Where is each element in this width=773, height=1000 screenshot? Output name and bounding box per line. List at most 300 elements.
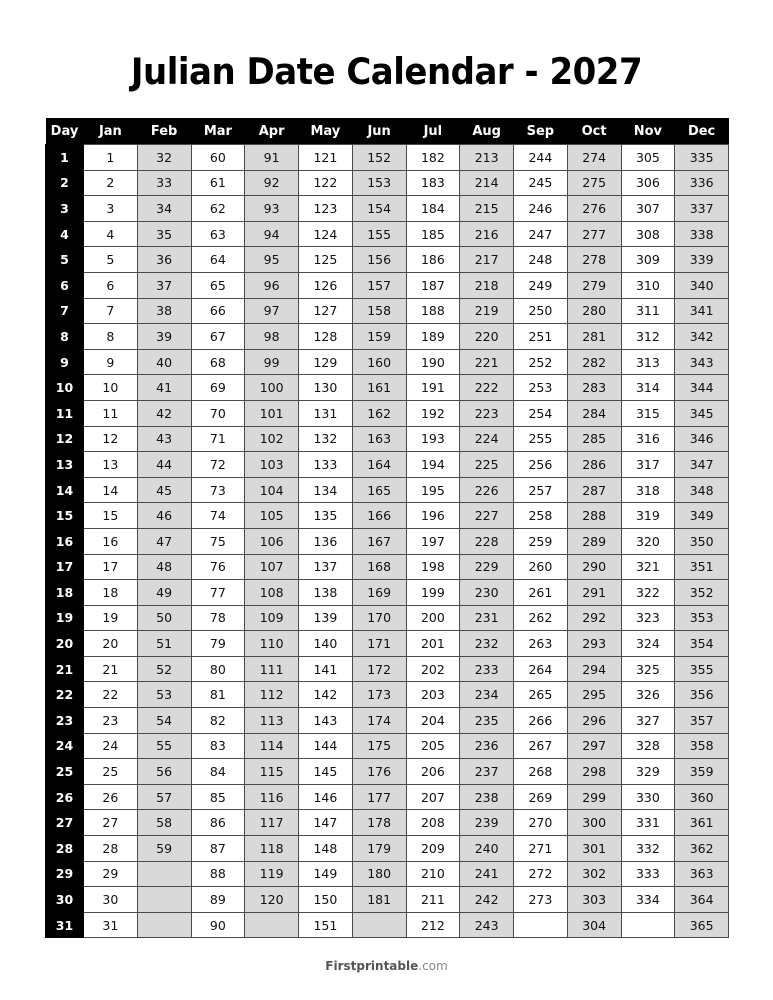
julian-date-cell: 194 [406, 452, 460, 478]
julian-date-cell: 145 [299, 759, 353, 785]
table-row [46, 733, 729, 759]
julian-date-cell: 228 [460, 528, 514, 554]
table-row [46, 452, 729, 478]
julian-date-cell: 91 [245, 145, 299, 171]
julian-date-cell: 111 [245, 656, 299, 682]
julian-date-cell: 147 [299, 810, 353, 836]
julian-date-cell: 100 [245, 375, 299, 401]
julian-date-cell: 344 [675, 375, 729, 401]
julian-date-cell: 202 [406, 656, 460, 682]
julian-date-cell: 96 [245, 272, 299, 298]
julian-date-cell: 318 [621, 477, 675, 503]
julian-date-cell: 332 [621, 836, 675, 862]
julian-date-cell: 248 [514, 247, 568, 273]
julian-date-cell: 123 [299, 196, 353, 222]
empty-cell [352, 912, 406, 938]
julian-date-cell: 99 [245, 349, 299, 375]
julian-date-cell: 59 [137, 836, 191, 862]
julian-date-cell: 208 [406, 810, 460, 836]
julian-date-cell: 363 [675, 861, 729, 887]
julian-date-cell: 361 [675, 810, 729, 836]
julian-date-cell: 198 [406, 554, 460, 580]
day-number-cell: 18 [46, 580, 84, 606]
day-number-cell: 22 [46, 682, 84, 708]
julian-date-cell: 258 [514, 503, 568, 529]
julian-date-cell: 79 [191, 631, 245, 657]
julian-date-cell: 253 [514, 375, 568, 401]
julian-date-cell: 297 [567, 733, 621, 759]
julian-date-cell: 211 [406, 887, 460, 913]
julian-date-cell: 354 [675, 631, 729, 657]
julian-date-cell: 239 [460, 810, 514, 836]
julian-date-cell: 286 [567, 452, 621, 478]
table-row [46, 708, 729, 734]
julian-date-cell: 205 [406, 733, 460, 759]
julian-date-cell: 181 [352, 887, 406, 913]
julian-date-cell: 187 [406, 272, 460, 298]
header-month: Feb [137, 118, 191, 145]
julian-date-cell: 322 [621, 580, 675, 606]
julian-date-cell: 238 [460, 784, 514, 810]
table-row [46, 759, 729, 785]
julian-date-cell: 252 [514, 349, 568, 375]
julian-date-cell: 349 [675, 503, 729, 529]
day-number-cell: 10 [46, 375, 84, 401]
julian-date-cell: 163 [352, 426, 406, 452]
julian-date-cell: 338 [675, 221, 729, 247]
julian-date-cell: 124 [299, 221, 353, 247]
julian-date-cell: 173 [352, 682, 406, 708]
julian-date-cell: 189 [406, 324, 460, 350]
julian-date-cell: 21 [84, 656, 138, 682]
julian-date-cell: 108 [245, 580, 299, 606]
header-month: Jun [352, 118, 406, 145]
julian-date-cell: 301 [567, 836, 621, 862]
julian-date-cell: 340 [675, 272, 729, 298]
julian-date-cell: 40 [137, 349, 191, 375]
julian-date-cell: 269 [514, 784, 568, 810]
julian-date-cell: 270 [514, 810, 568, 836]
julian-date-cell: 285 [567, 426, 621, 452]
julian-date-cell: 97 [245, 298, 299, 324]
julian-date-cell: 303 [567, 887, 621, 913]
julian-date-cell: 266 [514, 708, 568, 734]
julian-date-cell: 345 [675, 400, 729, 426]
julian-date-cell: 38 [137, 298, 191, 324]
julian-date-cell: 365 [675, 912, 729, 938]
julian-date-cell: 138 [299, 580, 353, 606]
julian-date-cell: 346 [675, 426, 729, 452]
julian-date-cell: 290 [567, 554, 621, 580]
julian-date-cell: 55 [137, 733, 191, 759]
julian-date-cell: 98 [245, 324, 299, 350]
day-number-cell: 15 [46, 503, 84, 529]
table-row [46, 887, 729, 913]
julian-date-cell: 217 [460, 247, 514, 273]
julian-date-cell: 37 [137, 272, 191, 298]
julian-date-cell: 170 [352, 605, 406, 631]
day-number-cell: 16 [46, 528, 84, 554]
julian-date-cell: 283 [567, 375, 621, 401]
day-number-cell: 21 [46, 656, 84, 682]
julian-date-cell: 229 [460, 554, 514, 580]
julian-date-cell: 135 [299, 503, 353, 529]
julian-date-cell: 72 [191, 452, 245, 478]
table-row [46, 477, 729, 503]
julian-date-cell: 44 [137, 452, 191, 478]
julian-date-cell: 71 [191, 426, 245, 452]
julian-date-cell: 298 [567, 759, 621, 785]
julian-date-cell: 203 [406, 682, 460, 708]
header-month: Mar [191, 118, 245, 145]
julian-date-cell: 326 [621, 682, 675, 708]
julian-date-cell: 166 [352, 503, 406, 529]
julian-date-cell: 272 [514, 861, 568, 887]
julian-date-cell: 14 [84, 477, 138, 503]
day-number-cell: 14 [46, 477, 84, 503]
footer-brand: Firstprintable [325, 959, 419, 973]
day-number-cell: 31 [46, 912, 84, 938]
julian-date-cell: 180 [352, 861, 406, 887]
julian-date-cell: 237 [460, 759, 514, 785]
julian-date-cell: 304 [567, 912, 621, 938]
julian-date-cell: 30 [84, 887, 138, 913]
header-month: Dec [675, 118, 729, 145]
header-month: Nov [621, 118, 675, 145]
day-number-cell: 9 [46, 349, 84, 375]
julian-date-cell: 172 [352, 656, 406, 682]
day-number-cell: 27 [46, 810, 84, 836]
julian-date-cell: 35 [137, 221, 191, 247]
julian-date-cell: 196 [406, 503, 460, 529]
julian-date-cell: 351 [675, 554, 729, 580]
julian-date-cell: 15 [84, 503, 138, 529]
julian-date-cell: 288 [567, 503, 621, 529]
empty-cell [245, 912, 299, 938]
day-number-cell: 7 [46, 298, 84, 324]
table-row [46, 349, 729, 375]
julian-date-cell: 18 [84, 580, 138, 606]
julian-date-cell: 256 [514, 452, 568, 478]
table-row [46, 298, 729, 324]
julian-date-cell: 324 [621, 631, 675, 657]
julian-date-cell: 306 [621, 170, 675, 196]
julian-date-cell: 104 [245, 477, 299, 503]
julian-date-cell: 249 [514, 272, 568, 298]
julian-date-cell: 46 [137, 503, 191, 529]
julian-date-cell: 61 [191, 170, 245, 196]
julian-date-cell: 177 [352, 784, 406, 810]
julian-date-cell: 341 [675, 298, 729, 324]
julian-date-cell: 157 [352, 272, 406, 298]
julian-date-cell: 352 [675, 580, 729, 606]
julian-date-cell: 261 [514, 580, 568, 606]
julian-date-cell: 242 [460, 887, 514, 913]
julian-date-cell: 201 [406, 631, 460, 657]
julian-date-cell: 65 [191, 272, 245, 298]
julian-date-cell: 128 [299, 324, 353, 350]
julian-date-cell: 342 [675, 324, 729, 350]
julian-date-cell: 360 [675, 784, 729, 810]
julian-date-cell: 158 [352, 298, 406, 324]
julian-date-cell: 192 [406, 400, 460, 426]
julian-date-cell: 23 [84, 708, 138, 734]
julian-date-cell: 134 [299, 477, 353, 503]
julian-date-cell: 359 [675, 759, 729, 785]
julian-date-cell: 41 [137, 375, 191, 401]
julian-date-cell: 307 [621, 196, 675, 222]
julian-date-cell: 296 [567, 708, 621, 734]
table-row [46, 528, 729, 554]
julian-date-cell: 364 [675, 887, 729, 913]
julian-date-cell: 103 [245, 452, 299, 478]
empty-cell [621, 912, 675, 938]
julian-date-cell: 167 [352, 528, 406, 554]
julian-date-cell: 101 [245, 400, 299, 426]
julian-date-cell: 282 [567, 349, 621, 375]
table-row [46, 656, 729, 682]
julian-date-cell: 75 [191, 528, 245, 554]
julian-date-cell: 323 [621, 605, 675, 631]
header-month: Sep [514, 118, 568, 145]
julian-date-cell: 29 [84, 861, 138, 887]
julian-date-cell: 190 [406, 349, 460, 375]
julian-date-cell: 16 [84, 528, 138, 554]
julian-date-cell: 155 [352, 221, 406, 247]
page-title: Julian Date Calendar - 2027 [130, 50, 643, 94]
table-row [46, 145, 729, 171]
julian-date-cell: 115 [245, 759, 299, 785]
julian-date-cell: 214 [460, 170, 514, 196]
julian-date-cell: 95 [245, 247, 299, 273]
day-number-cell: 23 [46, 708, 84, 734]
table-row [46, 324, 729, 350]
julian-date-cell: 305 [621, 145, 675, 171]
julian-date-cell: 358 [675, 733, 729, 759]
day-number-cell: 2 [46, 170, 84, 196]
julian-date-cell: 117 [245, 810, 299, 836]
table-row [46, 400, 729, 426]
julian-date-cell: 48 [137, 554, 191, 580]
julian-date-cell: 125 [299, 247, 353, 273]
julian-date-cell: 3 [84, 196, 138, 222]
julian-date-cell: 316 [621, 426, 675, 452]
julian-date-cell: 160 [352, 349, 406, 375]
julian-date-cell: 209 [406, 836, 460, 862]
julian-date-cell: 287 [567, 477, 621, 503]
julian-date-cell: 278 [567, 247, 621, 273]
julian-date-cell: 88 [191, 861, 245, 887]
julian-date-cell: 49 [137, 580, 191, 606]
julian-date-cell: 168 [352, 554, 406, 580]
julian-date-cell: 268 [514, 759, 568, 785]
table-row [46, 554, 729, 580]
julian-date-cell: 42 [137, 400, 191, 426]
julian-date-cell: 109 [245, 605, 299, 631]
day-number-cell: 25 [46, 759, 84, 785]
julian-date-cell: 56 [137, 759, 191, 785]
julian-date-cell: 230 [460, 580, 514, 606]
julian-date-cell: 210 [406, 861, 460, 887]
julian-date-cell: 310 [621, 272, 675, 298]
day-number-cell: 24 [46, 733, 84, 759]
julian-date-cell: 116 [245, 784, 299, 810]
header-month: Oct [567, 118, 621, 145]
julian-date-cell: 308 [621, 221, 675, 247]
julian-date-cell: 309 [621, 247, 675, 273]
julian-date-cell: 4 [84, 221, 138, 247]
julian-date-cell: 131 [299, 400, 353, 426]
julian-date-cell: 119 [245, 861, 299, 887]
julian-date-cell: 347 [675, 452, 729, 478]
julian-date-cell: 105 [245, 503, 299, 529]
julian-date-cell: 183 [406, 170, 460, 196]
julian-date-cell: 13 [84, 452, 138, 478]
julian-date-cell: 216 [460, 221, 514, 247]
julian-date-cell: 60 [191, 145, 245, 171]
julian-date-cell: 232 [460, 631, 514, 657]
julian-date-cell: 328 [621, 733, 675, 759]
julian-date-cell: 149 [299, 861, 353, 887]
julian-date-cell: 120 [245, 887, 299, 913]
julian-date-cell: 156 [352, 247, 406, 273]
julian-date-cell: 73 [191, 477, 245, 503]
empty-cell [514, 912, 568, 938]
day-number-cell: 19 [46, 605, 84, 631]
julian-date-cell: 137 [299, 554, 353, 580]
julian-date-cell: 89 [191, 887, 245, 913]
julian-date-cell: 204 [406, 708, 460, 734]
julian-date-cell: 141 [299, 656, 353, 682]
julian-date-cell: 144 [299, 733, 353, 759]
day-number-cell: 8 [46, 324, 84, 350]
empty-cell [137, 887, 191, 913]
julian-date-cell: 63 [191, 221, 245, 247]
julian-date-cell: 86 [191, 810, 245, 836]
julian-date-cell: 243 [460, 912, 514, 938]
julian-date-cell: 50 [137, 605, 191, 631]
julian-date-cell: 299 [567, 784, 621, 810]
julian-date-cell: 200 [406, 605, 460, 631]
julian-date-cell: 231 [460, 605, 514, 631]
julian-date-cell: 300 [567, 810, 621, 836]
julian-date-cell: 311 [621, 298, 675, 324]
julian-date-cell: 178 [352, 810, 406, 836]
julian-date-cell: 331 [621, 810, 675, 836]
footer [0, 959, 773, 973]
julian-date-cell: 241 [460, 861, 514, 887]
julian-date-cell: 188 [406, 298, 460, 324]
julian-date-cell: 151 [299, 912, 353, 938]
julian-date-cell: 20 [84, 631, 138, 657]
julian-date-cell: 130 [299, 375, 353, 401]
julian-date-cell: 152 [352, 145, 406, 171]
julian-date-cell: 236 [460, 733, 514, 759]
julian-date-cell: 114 [245, 733, 299, 759]
julian-date-cell: 11 [84, 400, 138, 426]
julian-date-cell: 313 [621, 349, 675, 375]
julian-date-cell: 165 [352, 477, 406, 503]
julian-date-cell: 162 [352, 400, 406, 426]
julian-date-cell: 259 [514, 528, 568, 554]
julian-date-cell: 218 [460, 272, 514, 298]
table-row [46, 861, 729, 887]
julian-date-cell: 227 [460, 503, 514, 529]
julian-date-cell: 355 [675, 656, 729, 682]
julian-date-cell: 176 [352, 759, 406, 785]
julian-date-cell: 118 [245, 836, 299, 862]
julian-date-cell: 319 [621, 503, 675, 529]
julian-date-cell: 76 [191, 554, 245, 580]
julian-date-cell: 19 [84, 605, 138, 631]
julian-date-cell: 136 [299, 528, 353, 554]
julian-date-cell: 302 [567, 861, 621, 887]
julian-date-cell: 219 [460, 298, 514, 324]
julian-date-cell: 58 [137, 810, 191, 836]
julian-date-cell: 31 [84, 912, 138, 938]
julian-date-cell: 265 [514, 682, 568, 708]
julian-date-cell: 255 [514, 426, 568, 452]
julian-date-cell: 262 [514, 605, 568, 631]
julian-date-cell: 277 [567, 221, 621, 247]
julian-date-cell: 195 [406, 477, 460, 503]
julian-date-cell: 264 [514, 656, 568, 682]
julian-date-cell: 132 [299, 426, 353, 452]
julian-date-cell: 161 [352, 375, 406, 401]
julian-date-cell: 164 [352, 452, 406, 478]
julian-date-cell: 321 [621, 554, 675, 580]
julian-date-cell: 207 [406, 784, 460, 810]
day-number-cell: 4 [46, 221, 84, 247]
julian-date-cell: 274 [567, 145, 621, 171]
julian-date-cell: 129 [299, 349, 353, 375]
julian-date-cell: 246 [514, 196, 568, 222]
table-row [46, 631, 729, 657]
header-month: May [299, 118, 353, 145]
julian-date-cell: 279 [567, 272, 621, 298]
julian-date-cell: 84 [191, 759, 245, 785]
day-number-cell: 26 [46, 784, 84, 810]
julian-date-cell: 254 [514, 400, 568, 426]
julian-date-cell: 225 [460, 452, 514, 478]
julian-date-cell: 174 [352, 708, 406, 734]
julian-date-cell: 153 [352, 170, 406, 196]
julian-date-cell: 148 [299, 836, 353, 862]
julian-date-cell: 133 [299, 452, 353, 478]
julian-date-cell: 8 [84, 324, 138, 350]
footer-domain: .com [418, 959, 448, 973]
julian-date-cell: 139 [299, 605, 353, 631]
julian-date-cell: 68 [191, 349, 245, 375]
julian-date-cell: 33 [137, 170, 191, 196]
julian-date-cell: 314 [621, 375, 675, 401]
julian-date-cell: 292 [567, 605, 621, 631]
julian-date-cell: 333 [621, 861, 675, 887]
julian-date-cell: 82 [191, 708, 245, 734]
day-number-cell: 17 [46, 554, 84, 580]
julian-date-cell: 81 [191, 682, 245, 708]
julian-date-cell: 93 [245, 196, 299, 222]
julian-date-cell: 312 [621, 324, 675, 350]
day-number-cell: 13 [46, 452, 84, 478]
julian-date-cell: 28 [84, 836, 138, 862]
table-row [46, 196, 729, 222]
julian-date-cell: 327 [621, 708, 675, 734]
table-header-row [46, 118, 729, 145]
julian-date-cell: 45 [137, 477, 191, 503]
julian-date-cell: 10 [84, 375, 138, 401]
julian-date-cell: 12 [84, 426, 138, 452]
